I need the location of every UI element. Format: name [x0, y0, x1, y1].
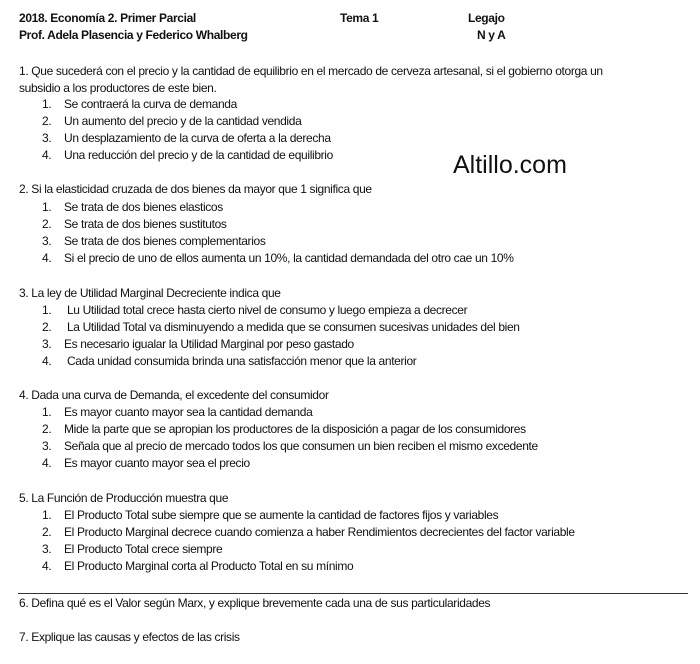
option-text: El Producto Total sube siempre que se aumente la cantidad de factores fijos y variables: [64, 508, 499, 522]
altillo-watermark: Altillo.com: [453, 151, 567, 179]
option-text: Lu Utilidad total crece hasta cierto nivel de consumo y luego empieza a decrecer: [64, 303, 468, 317]
option-text: Cada unidad consumida brinda una satisfacción menor que la anterior: [64, 354, 417, 368]
answer-option: [0, 216, 700, 233]
answer-option: [0, 541, 700, 558]
option-number: 3.: [42, 542, 52, 556]
option-number: 1.: [42, 508, 52, 522]
answer-option: [0, 524, 700, 541]
option-number: 1.: [42, 200, 52, 214]
question-text: 4. Dada una curva de Demanda, el excedente del consumidor: [19, 388, 329, 402]
header-legajo: Legajo: [468, 11, 505, 25]
answer-option: [0, 507, 700, 524]
option-text: El Producto Total crece siempre: [64, 542, 223, 556]
option-number: 4.: [42, 148, 52, 162]
answer-option: [0, 96, 700, 113]
option-number: 3.: [42, 131, 52, 145]
answer-option: [0, 438, 700, 455]
option-text: Mide la parte que se apropian los productores de la disposición a pagar de los consumidores: [64, 422, 526, 436]
answer-option: [0, 455, 700, 472]
option-text: Si el precio de uno de ellos aumenta un 10%, la cantidad demandada del otro cae un 10%: [64, 251, 514, 265]
option-text: Un desplazamiento de la curva de oferta a la derecha: [64, 131, 331, 145]
option-number: 2.: [42, 422, 52, 436]
question-text: 6. Defina qué es el Valor según Marx, y explique brevemente cada una de sus particularidades: [19, 596, 491, 610]
option-number: 3.: [42, 439, 52, 453]
option-text: Se contraerá la curva de demanda: [64, 97, 237, 111]
header-nya: N y A: [477, 28, 506, 42]
option-text: Se trata de dos bienes complementarios: [64, 234, 266, 248]
option-number: 1.: [42, 405, 52, 419]
option-number: 2.: [42, 217, 52, 231]
option-text: Se trata de dos bienes sustitutos: [64, 217, 227, 231]
answer-option: [0, 250, 700, 267]
option-number: 2.: [42, 320, 52, 334]
option-text: Se trata de dos bienes elasticos: [64, 200, 223, 214]
option-number: 1.: [42, 97, 52, 111]
option-text: Una reducción del precio y de la cantidad de equilibrio: [64, 148, 333, 162]
option-text: Es mayor cuanto mayor sea la cantidad demanda: [64, 405, 313, 419]
option-text: La Utilidad Total va disminuyendo a medida que se consumen sucesivas unidades del bien: [64, 320, 520, 334]
answer-option: [0, 353, 700, 370]
option-number: 4.: [42, 559, 52, 573]
option-number: 1.: [42, 303, 52, 317]
option-text: Señala que al precio de mercado todos los que consumen un bien reciben el mismo excedente: [64, 439, 538, 453]
question-text: 5. La Función de Producción muestra que: [19, 491, 229, 505]
answer-option: [0, 404, 700, 421]
option-text: Es mayor cuanto mayor sea el precio: [64, 456, 250, 470]
answer-option: [0, 319, 700, 336]
answer-option: [0, 302, 700, 319]
option-number: 2.: [42, 525, 52, 539]
option-number: 4.: [42, 456, 52, 470]
divider: [18, 593, 688, 594]
answer-option: [0, 199, 700, 216]
answer-option: [0, 558, 700, 575]
header-tema: Tema 1: [340, 11, 379, 25]
option-number: 4.: [42, 251, 52, 265]
option-text: Un aumento del precio y de la cantidad vendida: [64, 114, 302, 128]
question-text: 2. Si la elasticidad cruzada de dos bienes da mayor que 1 significa que: [19, 182, 372, 196]
answer-option: [0, 336, 700, 353]
answer-option: [0, 147, 700, 164]
answer-option: [0, 233, 700, 250]
question-text: 3. La ley de Utilidad Marginal Decreciente indica que: [19, 286, 281, 300]
option-text: Es necesario igualar la Utilidad Marginal por peso gastado: [64, 337, 354, 351]
option-number: 3.: [42, 234, 52, 248]
question-text: subsidio a los productores de este bien.: [19, 81, 217, 95]
header-professors: Prof. Adela Plasencia y Federico Whalberg: [19, 28, 248, 42]
question-text: 1. Que sucederá con el precio y la cantidad de equilibrio en el mercado de cerveza artesanal, si el gobierno otorga un: [19, 64, 603, 78]
option-text: El Producto Marginal decrece cuando comienza a haber Rendimientos decrecientes del factor variable: [64, 525, 575, 539]
option-text: El Producto Marginal corta al Producto Total en su mínimo: [64, 559, 354, 573]
option-number: 3.: [42, 337, 52, 351]
header-course: 2018. Economía 2. Primer Parcial: [19, 11, 196, 25]
question-text: 7. Explique las causas y efectos de las crisis: [19, 630, 240, 644]
answer-option: [0, 113, 700, 130]
option-number: 4.: [42, 354, 52, 368]
answer-option: [0, 421, 700, 438]
option-number: 2.: [42, 114, 52, 128]
answer-option: [0, 130, 700, 147]
